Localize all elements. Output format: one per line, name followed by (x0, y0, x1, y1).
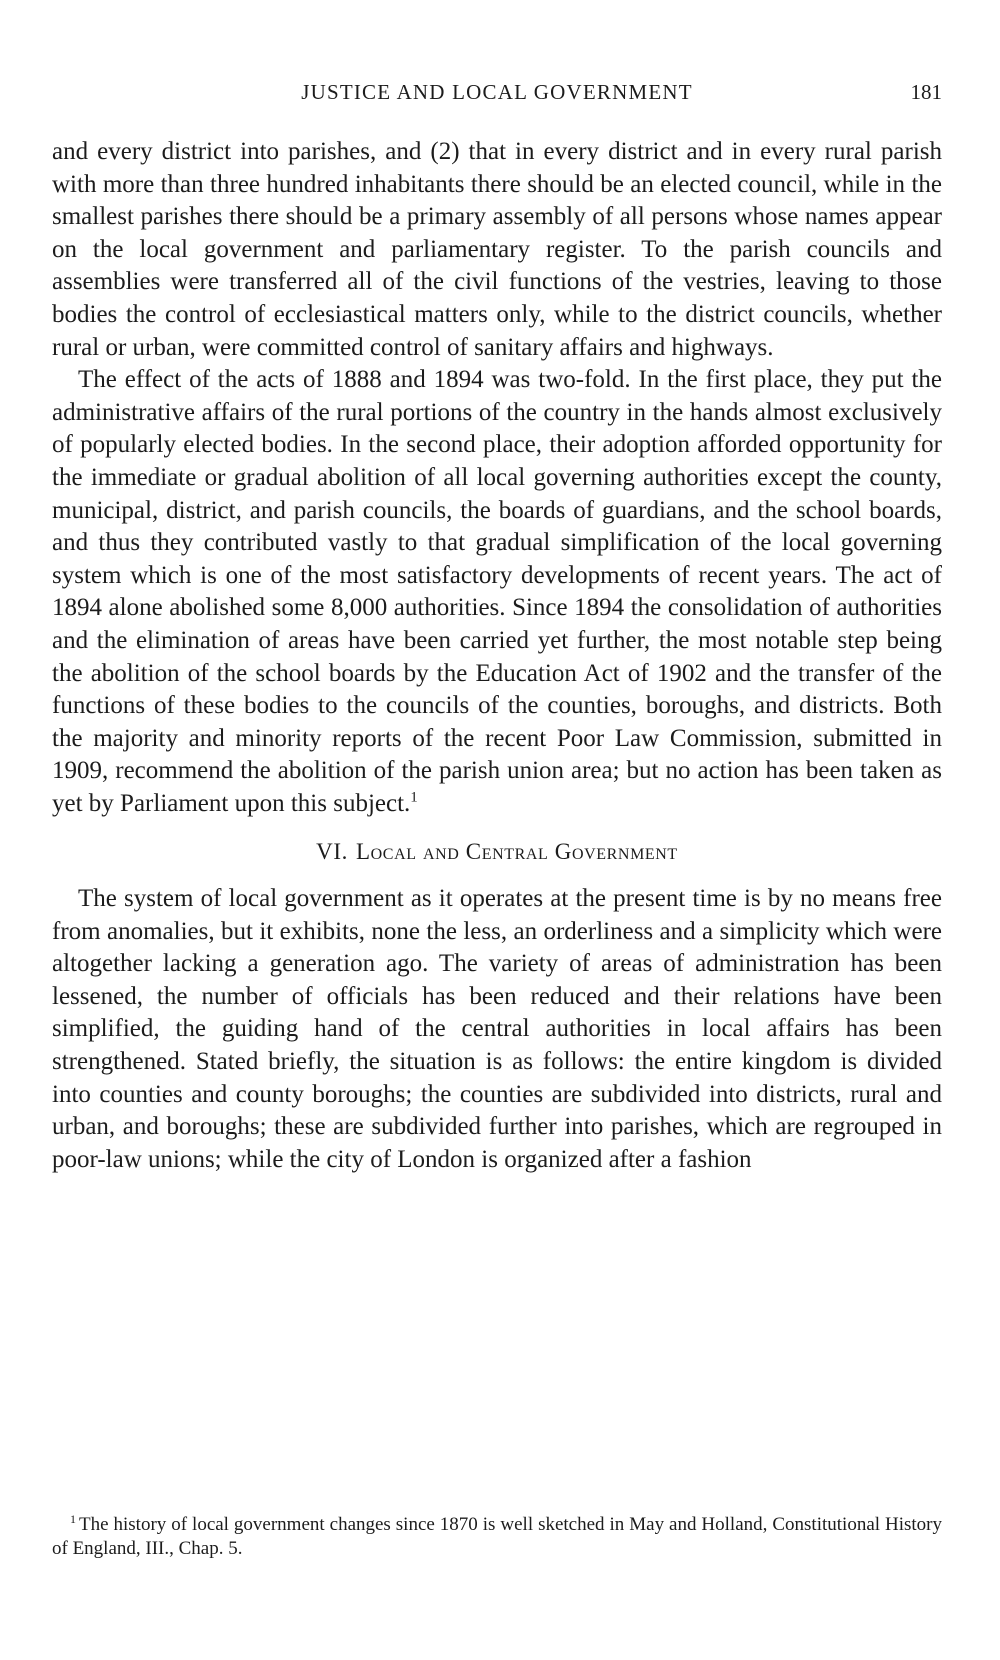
paragraph-acts-effect (52, 364, 942, 820)
paragraph-continuation: and every district into parishes, and (2) that in every district and in every rural parish with more than three hundred inhabitants there should be an elected council, while in the smallest parishes there should be a primary assembly of all persons whose names appear on the local government and parliamentary register. To the parish councils and assemblies were transferred all of the civil functions of the vestries, leaving to those bodies the control of ecclesiastical matters only, while to the district councils, whether rural or urban, were committed control of sanitary affairs and highways. (52, 138, 942, 361)
section-numeral: VI. (316, 839, 348, 865)
running-title: JUSTICE AND LOCAL GOVERNMENT (301, 80, 693, 104)
section-title: Local and Central Government (356, 839, 678, 865)
page-number: 181 (910, 80, 942, 104)
body-text (52, 136, 942, 1176)
running-head (52, 78, 942, 108)
paragraph-acts-effect-text: The effect of the acts of 1888 and 1894 was two-fold. In the first place, they put the administrative affairs of the rural portions of the country in the hands almost exclusively of popularly elected bodies. In the second place, their adoption afforded opportunity for the immediate or gradual abolition of all local governing authorities except the county, municipal, district, and parish councils, the boards of guardians, and the school boards, and thus they contributed vastly to that gradual simplification of the local governing system which is one of the most satisfactory developments of recent years. The act of 1894 alone abolished some 8,000 authorities. Since 1894 the consolidation of authorities and the elimination of areas have been carried yet further, the most notable step being the abolition of the school boards by the Education Act of 1902 and the transfer of the functions of these bodies to the councils of the counties, boroughs, and districts. Both the majority and minority reports of the recent Poor Law Commission, submitted in 1909, recommend the abolition of the parish union area; but no action has been taken as yet by Parliament upon this subject. (52, 366, 942, 817)
section-heading (52, 836, 942, 869)
footnote (52, 1513, 942, 1561)
paragraph-system-overview: The system of local government as it operates at the present time is by no means free from anomalies, but it exhibits, none the less, an orderliness and a simplicity which were altogether lacking a generation ago. The variety of areas of administration has been lessened, the number of officials has been reduced and their relations have been simplified, the guiding hand of the central authorities in local affairs has been strengthened. Stated briefly, the situation is as follows: the entire kingdom is divided into counties and county boroughs; the counties are subdivided into districts, rural and urban, and boroughs; these are subdivided further into parishes, which are regrouped in poor-law unions; while the city of London is organized after a fashion (52, 885, 942, 1173)
footnote-text: The history of local government changes since 1870 is well sketched in May and Holland, Constitutional History of England, III., Chap. 5. (52, 1514, 942, 1559)
footnote-marker: 1 (70, 1511, 76, 1526)
footnote-reference: 1 (410, 789, 418, 806)
